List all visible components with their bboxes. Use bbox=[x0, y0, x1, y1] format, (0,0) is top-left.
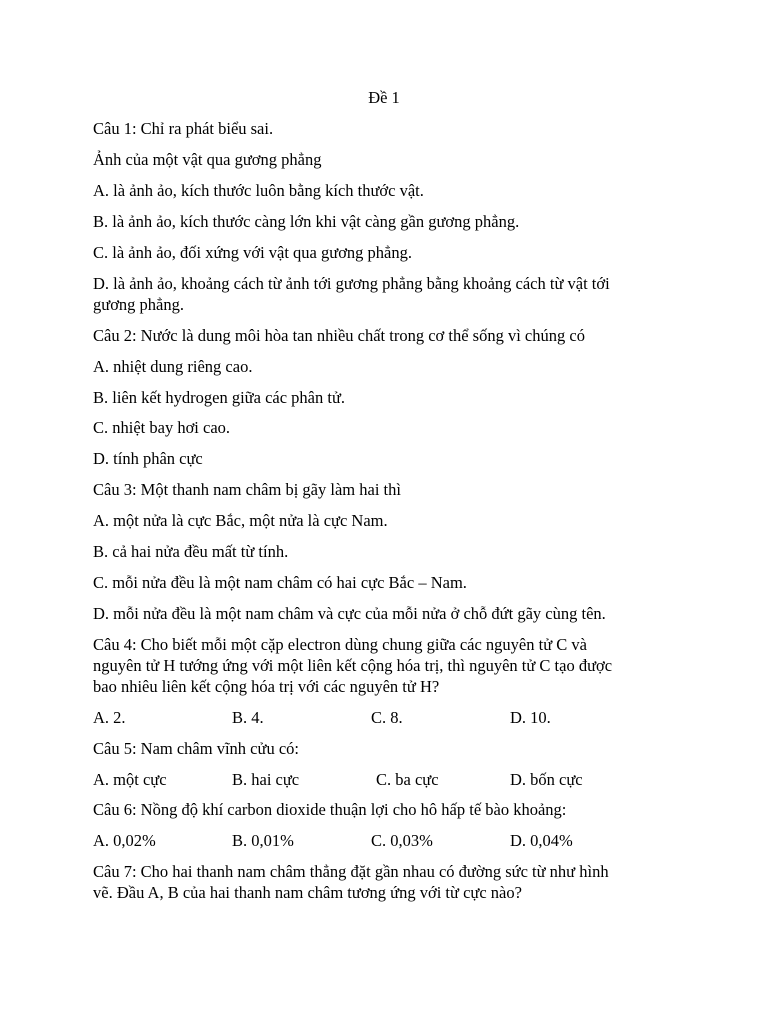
question-3-option-b: B. cả hai nửa đều mất từ tính. bbox=[93, 542, 289, 561]
question-3-option-a: A. một nửa là cực Bắc, một nửa là cực Nam. bbox=[93, 511, 388, 530]
question-1-option-b: B. là ảnh ảo, kích thước càng lớn khi vật càng gần gương phẳng. bbox=[93, 212, 520, 231]
question-2-option-c: C. nhiệt bay hơi cao. bbox=[93, 418, 231, 437]
question-1-option-d-line1: D. là ảnh ảo, khoảng cách từ ảnh tới gương phẳng bằng khoảng cách từ vật tới bbox=[93, 274, 610, 293]
question-4-option-d: D. 10. bbox=[510, 708, 551, 727]
question-3-option-c: C. mỗi nửa đều là một nam châm có hai cực Bắc – Nam. bbox=[93, 573, 467, 592]
question-4-stem-line2: nguyên tử H tướng ứng với một liên kết cộng hóa trị, thì nguyên tử C tạo được bbox=[93, 656, 613, 675]
question-7-stem-line2: vẽ. Đầu A, B của hai thanh nam châm tương ứng với từ cực nào? bbox=[93, 883, 522, 902]
question-6-option-a: A. 0,02% bbox=[93, 831, 156, 850]
question-4-stem-line1: Câu 4: Cho biết mỗi một cặp electron dùng chung giữa các nguyên tử C và bbox=[93, 635, 587, 654]
question-1-option-c: C. là ảnh ảo, đối xứng với vật qua gương phẳng. bbox=[93, 243, 412, 262]
question-2-stem: Câu 2: Nước là dung môi hòa tan nhiều chất trong cơ thể sống vì chúng có bbox=[93, 326, 585, 345]
question-2-option-b: B. liên kết hydrogen giữa các phân tử. bbox=[93, 388, 346, 407]
question-5-option-c: C. ba cực bbox=[376, 770, 439, 789]
question-3-stem: Câu 3: Một thanh nam châm bị gãy làm hai thì bbox=[93, 480, 401, 499]
question-3-option-d: D. mỗi nửa đều là một nam châm và cực của mỗi nửa ở chỗ đứt gãy cùng tên. bbox=[93, 604, 606, 623]
question-5-option-a: A. một cực bbox=[93, 770, 167, 789]
question-1-option-d-line2: gương phẳng. bbox=[93, 295, 184, 314]
question-6-option-c: C. 0,03% bbox=[371, 831, 433, 850]
question-6-option-d: D. 0,04% bbox=[510, 831, 573, 850]
question-4-option-c: C. 8. bbox=[371, 708, 403, 727]
question-1-option-a: A. là ảnh ảo, kích thước luôn bằng kích thước vật. bbox=[93, 181, 424, 200]
page-title: Đề 1 bbox=[368, 88, 400, 107]
question-4-stem-line3: bao nhiêu liên kết cộng hóa trị với các nguyên tử H? bbox=[93, 677, 440, 696]
question-4-option-b: B. 4. bbox=[232, 708, 264, 727]
question-1-lead: Ảnh của một vật qua gương phẳng bbox=[93, 150, 322, 169]
question-1-stem: Câu 1: Chỉ ra phát biểu sai. bbox=[93, 119, 274, 138]
question-5-option-b: B. hai cực bbox=[232, 770, 300, 789]
question-4-option-a: A. 2. bbox=[93, 708, 126, 727]
question-5-stem: Câu 5: Nam châm vĩnh cửu có: bbox=[93, 739, 299, 758]
question-6-option-b: B. 0,01% bbox=[232, 831, 294, 850]
question-6-stem: Câu 6: Nồng độ khí carbon dioxide thuận lợi cho hô hấp tế bào khoảng: bbox=[93, 800, 567, 819]
question-2-option-d: D. tính phân cực bbox=[93, 449, 203, 468]
question-2-option-a: A. nhiệt dung riêng cao. bbox=[93, 357, 253, 376]
question-5-option-d: D. bốn cực bbox=[510, 770, 583, 789]
question-7-stem-line1: Câu 7: Cho hai thanh nam châm thẳng đặt gần nhau có đường sức từ như hình bbox=[93, 862, 609, 881]
